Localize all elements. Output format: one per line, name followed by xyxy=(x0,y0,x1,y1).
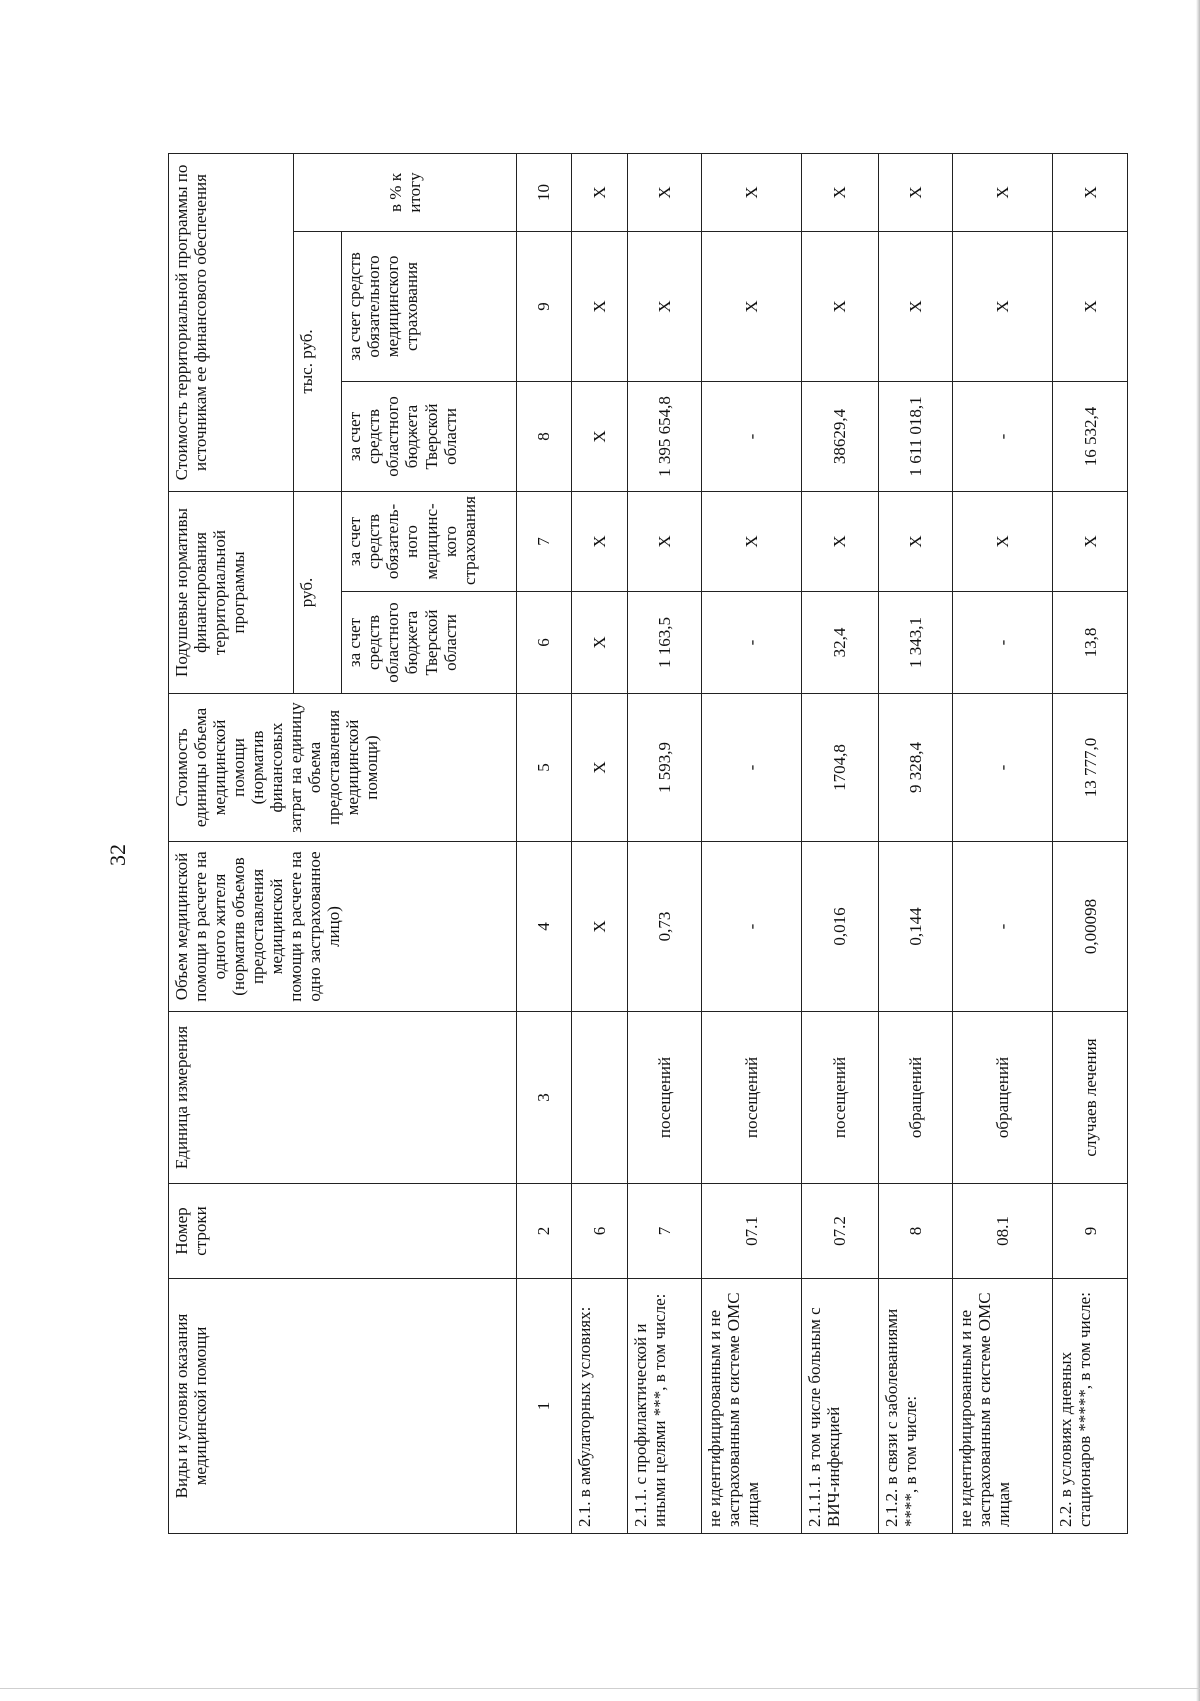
row-cost-unit: 1 593,9 xyxy=(627,694,701,842)
row-norm-oms: X xyxy=(571,491,627,591)
row-norm-budget: X xyxy=(571,592,627,694)
row-name: 2.1.2. в связи с заболеваниями ****, в том числе: xyxy=(878,1279,952,1534)
row-cost-oms: X xyxy=(1053,231,1128,381)
table-row xyxy=(571,153,627,1533)
index-cell: 10 xyxy=(516,153,571,231)
table-row xyxy=(802,153,879,1533)
column-index-row xyxy=(516,153,571,1533)
index-cell: 6 xyxy=(516,592,571,694)
financing-table-rotated xyxy=(168,154,1128,1534)
header-unit: Единица измерения xyxy=(169,1012,517,1184)
row-norm-oms: X xyxy=(878,491,952,591)
row-number: 8 xyxy=(878,1184,952,1279)
row-volume: - xyxy=(701,842,801,1012)
header-norm-oms: за счет средств обязатель-ного медицинс-кого страхования xyxy=(342,491,517,591)
row-cost-budget: 16 532,4 xyxy=(1053,381,1128,491)
header-unit-cost: Стоимость единицы объема медицинской помощи (норматив финансовых затрат на единицу объема предоставления медицинской помощи) xyxy=(169,694,517,842)
row-cost-unit: 9 328,4 xyxy=(878,694,952,842)
row-unit: посещений xyxy=(802,1012,879,1184)
row-cost-budget: - xyxy=(701,381,801,491)
header-row-number: Номер строки xyxy=(169,1184,517,1279)
row-volume: 0,00098 xyxy=(1053,842,1128,1012)
header-cost-oms: за счет средств обязательного медицинского страхования xyxy=(342,231,517,381)
row-percent: X xyxy=(701,153,801,231)
page-edge-shadow xyxy=(1196,0,1200,1701)
row-volume: - xyxy=(953,842,1053,1012)
row-cost-unit: X xyxy=(571,694,627,842)
scan-bottom-line xyxy=(0,1688,1200,1689)
row-norm-oms: X xyxy=(627,491,701,591)
row-cost-budget: 1 395 654,8 xyxy=(627,381,701,491)
row-percent: X xyxy=(1053,153,1128,231)
index-cell: 5 xyxy=(516,694,571,842)
row-cost-unit: - xyxy=(953,694,1053,842)
row-cost-oms: X xyxy=(878,231,952,381)
header-program-cost: Стоимость территориальной программы по источникам ее финансового обеспечения xyxy=(169,153,294,491)
header-row-1 xyxy=(169,153,294,1533)
row-cost-budget: 1 611 018,1 xyxy=(878,381,952,491)
index-cell: 3 xyxy=(516,1012,571,1184)
row-volume: 0,016 xyxy=(802,842,879,1012)
row-volume: 0,73 xyxy=(627,842,701,1012)
row-cost-unit: 1704,8 xyxy=(802,694,879,842)
row-norm-budget: 1 343,1 xyxy=(878,592,952,694)
header-norm-budget: за счет средств областного бюджета Тверской области xyxy=(342,592,517,694)
page-number: 32 xyxy=(105,844,130,866)
table-row xyxy=(627,153,701,1533)
index-cell: 8 xyxy=(516,381,571,491)
header-norms-unit: руб. xyxy=(293,491,342,693)
row-percent: X xyxy=(571,153,627,231)
row-cost-budget: - xyxy=(953,381,1053,491)
index-cell: 2 xyxy=(516,1184,571,1279)
row-norm-budget: 13,8 xyxy=(1053,592,1128,694)
row-cost-unit: - xyxy=(701,694,801,842)
row-name: не идентифицированным и не застрахованным в системе ОМС лицам xyxy=(953,1279,1053,1534)
row-percent: X xyxy=(953,153,1053,231)
row-norm-budget: - xyxy=(701,592,801,694)
index-cell: 9 xyxy=(516,231,571,381)
header-kind-of-care: Виды и условия оказания медицинской помощи xyxy=(169,1279,517,1534)
row-cost-budget: 38629,4 xyxy=(802,381,879,491)
row-cost-oms: X xyxy=(571,231,627,381)
table-row xyxy=(1053,153,1128,1533)
header-cost-unit: тыс. руб. xyxy=(293,231,342,491)
row-cost-oms: X xyxy=(802,231,879,381)
table-row xyxy=(878,153,952,1533)
row-unit: случаев лечения xyxy=(1053,1012,1128,1184)
row-cost-oms: X xyxy=(627,231,701,381)
index-cell: 1 xyxy=(516,1279,571,1534)
row-name: не идентифицированным и не застрахованным в системе ОМС лицам xyxy=(701,1279,801,1534)
row-number: 6 xyxy=(571,1184,627,1279)
row-unit: посещений xyxy=(701,1012,801,1184)
row-norm-oms: X xyxy=(1053,491,1128,591)
header-cost-budget: за счет средств областного бюджета Тверской области xyxy=(342,381,517,491)
row-cost-oms: X xyxy=(701,231,801,381)
index-cell: 4 xyxy=(516,842,571,1012)
header-percent-total: в % к итогу xyxy=(293,153,516,231)
financing-table xyxy=(168,153,1128,1534)
row-unit: обращений xyxy=(878,1012,952,1184)
row-cost-budget: X xyxy=(571,381,627,491)
table-row xyxy=(701,153,801,1533)
row-norm-oms: X xyxy=(701,491,801,591)
row-volume: 0,144 xyxy=(878,842,952,1012)
index-cell: 7 xyxy=(516,491,571,591)
header-volume: Объем медицинской помощи в расчете на одного жителя (норматив объемов предоставления медицинской помощи в расчете на одно застрахованное лицо) xyxy=(169,842,517,1012)
table-row xyxy=(953,153,1053,1533)
row-norm-budget: - xyxy=(953,592,1053,694)
row-number: 7 xyxy=(627,1184,701,1279)
row-unit: обращений xyxy=(953,1012,1053,1184)
row-norm-oms: X xyxy=(953,491,1053,591)
row-name: 2.2. в условиях дневных стационаров *****, в том числе: xyxy=(1053,1279,1128,1534)
row-volume: X xyxy=(571,842,627,1012)
row-cost-unit: 13 777,0 xyxy=(1053,694,1128,842)
row-norm-budget: 1 163,5 xyxy=(627,592,701,694)
row-name: 2.1. в амбулаторных условиях: xyxy=(571,1279,627,1534)
row-name: 2.1.1.1. в том числе больным с ВИЧ-инфекцией xyxy=(802,1279,879,1534)
row-norm-oms: X xyxy=(802,491,879,591)
row-name: 2.1.1. с профилактической и иными целями ***, в том числе: xyxy=(627,1279,701,1534)
row-number: 07.2 xyxy=(802,1184,879,1279)
header-per-capita-norms: Подушевые нормативы финансирования территориальной программы xyxy=(169,491,294,693)
row-unit: посещений xyxy=(627,1012,701,1184)
row-cost-oms: X xyxy=(953,231,1053,381)
row-percent: X xyxy=(802,153,879,231)
row-unit xyxy=(571,1012,627,1184)
row-percent: X xyxy=(878,153,952,231)
row-percent: X xyxy=(627,153,701,231)
row-number: 9 xyxy=(1053,1184,1128,1279)
row-number: 07.1 xyxy=(701,1184,801,1279)
row-norm-budget: 32,4 xyxy=(802,592,879,694)
row-number: 08.1 xyxy=(953,1184,1053,1279)
